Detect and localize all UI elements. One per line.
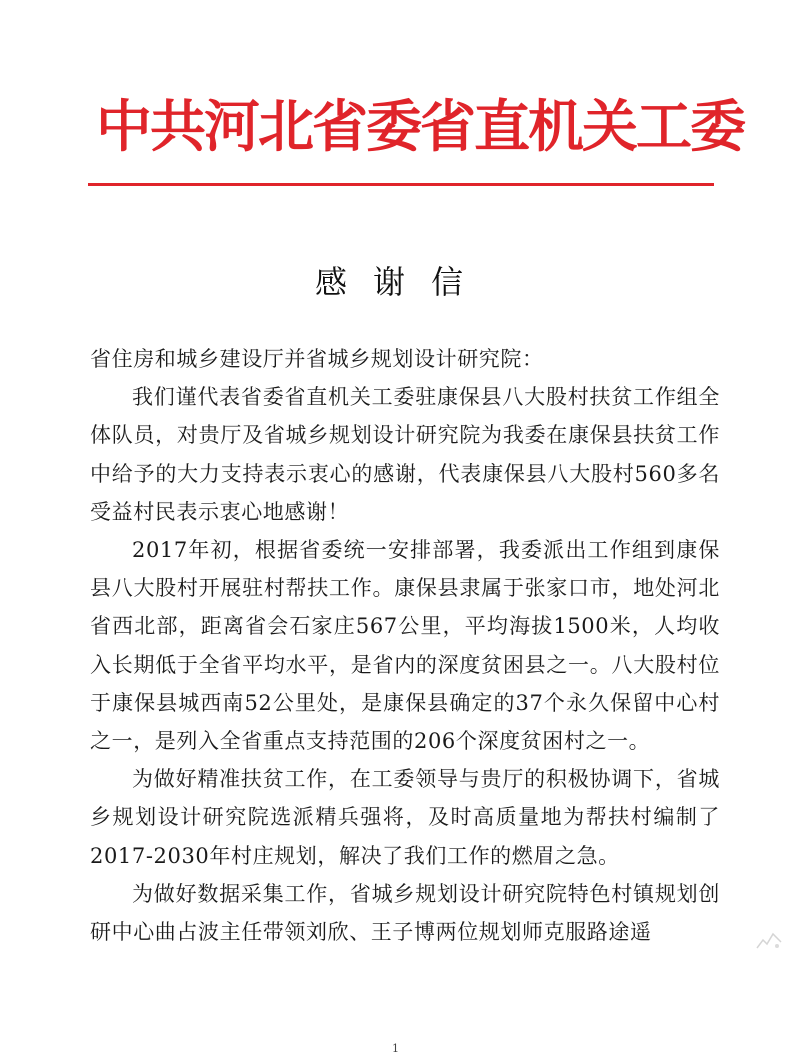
paragraph-data-collection: 为做好数据采集工作，省城乡规划设计研究院特色村镇规划创研中心曲占波主任带领刘欣、王子博两位规划师克服路途遥	[90, 881, 720, 945]
scan-artifact-mark	[755, 930, 783, 952]
letter-body	[90, 340, 720, 951]
header-red-rule	[88, 183, 714, 186]
page-number: 1	[392, 1042, 399, 1055]
paragraph-thanks: 我们谨代表省委省直机关工委驻康保县八大股村扶贫工作组全体队员，对贵厅及省城乡规划设计研究院为我委在康保县扶贫工作中给予的大力支持表示衷心的感谢，代表康保县八大股村560多名受益村民表示衷心地感谢！	[90, 385, 720, 524]
paragraph-planning: 为做好精准扶贫工作，在工委领导与贵厅的积极协调下，省城乡规划设计研究院选派精兵强将，及时高质量地为帮扶村编制了2017-2030年村庄规划，解决了我们工作的燃眉之急。	[90, 767, 720, 868]
paragraph-background: 2017年初，根据省委统一安排部署，我委派出工作组到康保县八大股村开展驻村帮扶工作。康保县隶属于张家口市，地处河北省西北部，距离省会石家庄567公里，平均海拔1500米，人均收入长期低于全省平均水平，是省内的深度贫困县之一。八大股村位于康保县城西南52公里处，是康保县确定的37个永久保留中心村之一，是列入全省重点支持范围的206个深度贫困村之一。	[90, 538, 720, 754]
salutation: 省住房和城乡建设厅并省城乡规划设计研究院：	[90, 347, 544, 371]
letter-title: 感谢信	[314, 263, 489, 301]
organization-header: 中共河北省委省直机关工委	[96, 95, 744, 160]
